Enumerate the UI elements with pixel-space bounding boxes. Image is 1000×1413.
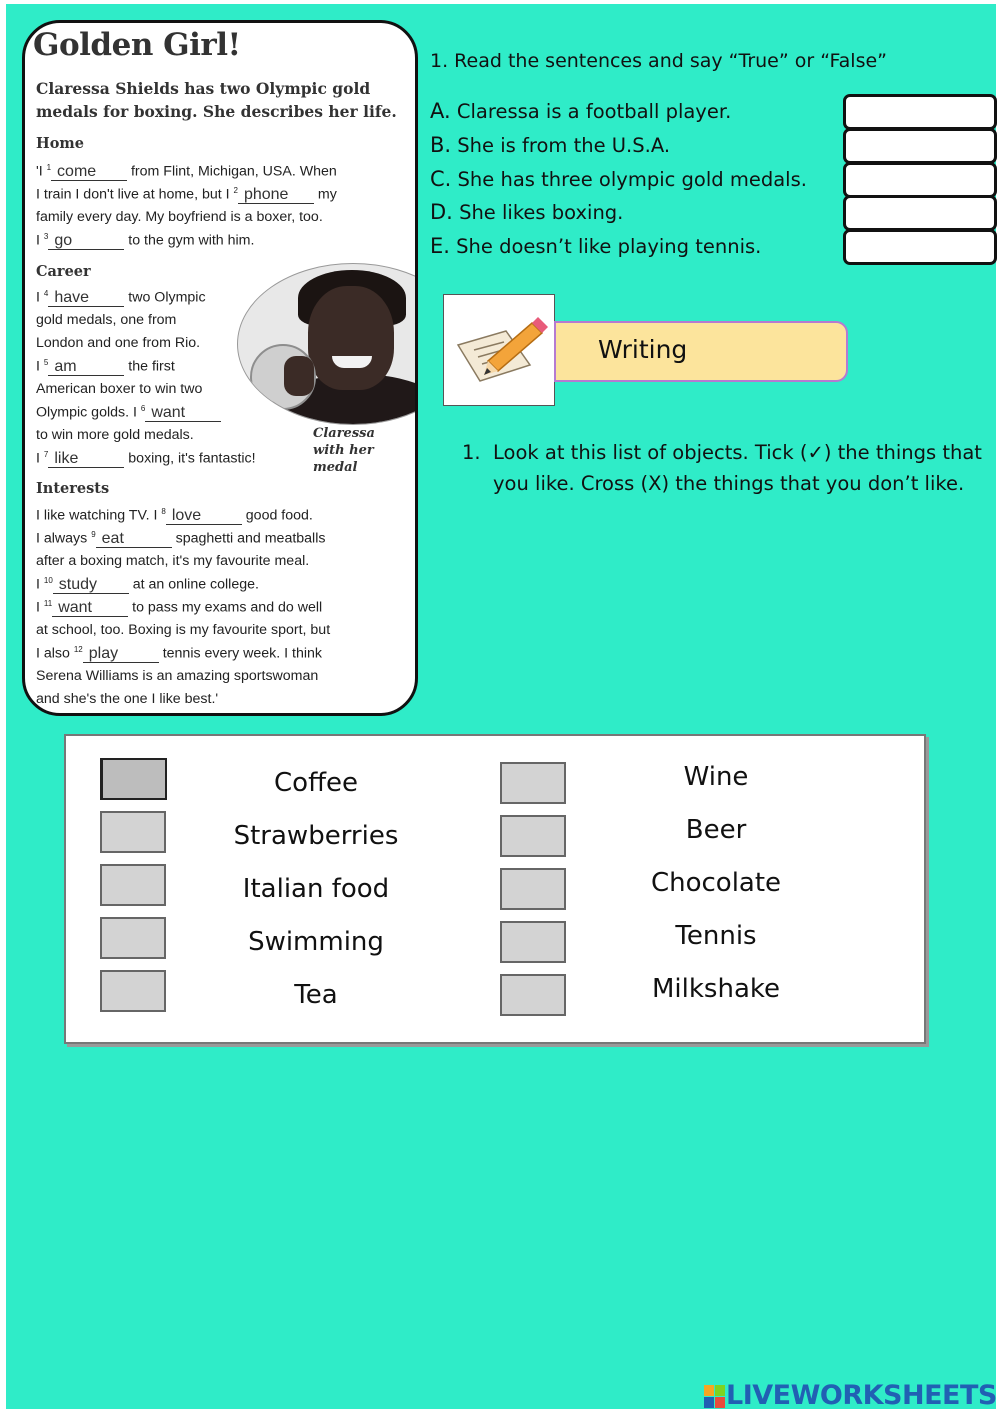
- gap-number: 4: [43, 289, 49, 298]
- line-text: gold medals, one from: [36, 312, 177, 328]
- line-text: to the gym with him.: [124, 232, 255, 249]
- checkbox-left[interactable]: [100, 864, 166, 906]
- answer-blank[interactable]: love: [166, 508, 242, 525]
- true-false-answer-box[interactable]: [843, 229, 997, 265]
- item-letter: E.: [430, 234, 450, 258]
- article-line: [36, 335, 200, 351]
- line-text: and she's the one I like best.': [36, 691, 219, 707]
- object-label: Coffee: [274, 768, 358, 798]
- article-line: [36, 599, 322, 617]
- line-text: I: [36, 232, 44, 249]
- object-label: Swimming: [248, 927, 384, 957]
- writing-banner-label: Writing: [598, 335, 688, 364]
- line-text: American boxer to win two: [36, 381, 203, 397]
- item-text: She is from the U.S.A.: [457, 134, 671, 157]
- object-label: Milkshake: [651, 974, 781, 1004]
- photo-caption: Claressa with her medal: [313, 426, 375, 475]
- home-heading: Home: [36, 135, 84, 152]
- answer-blank[interactable]: go: [48, 233, 124, 250]
- object-label: Chocolate: [650, 868, 782, 898]
- line-text: good food.: [241, 507, 313, 524]
- line-text: 'I: [36, 163, 47, 180]
- checkbox-left[interactable]: [100, 758, 167, 800]
- object-label: Tea: [294, 980, 338, 1010]
- object-label: Wine: [683, 762, 749, 792]
- line-text: I: [36, 599, 44, 616]
- gap-number: 8: [161, 507, 166, 516]
- line-text: London and one from Rio.: [36, 335, 201, 351]
- article-line: [36, 232, 254, 250]
- article-line: [36, 186, 337, 204]
- line-text: I always: [36, 530, 92, 547]
- true-false-item: [430, 234, 761, 258]
- article-line: [36, 645, 322, 663]
- writing-icon-box: [443, 294, 555, 406]
- writing-instruction: [462, 437, 992, 499]
- true-false-item: [430, 167, 807, 191]
- boxer-photo: [237, 263, 418, 425]
- line-text: from Flint, Michigan, USA. When: [127, 163, 337, 180]
- article-line: [36, 404, 221, 422]
- line-text: to pass my exams and do well: [128, 599, 323, 616]
- gap-number: 9: [91, 530, 96, 539]
- checkbox-right[interactable]: [500, 815, 566, 857]
- line-text: to win more gold medals.: [36, 427, 194, 443]
- writing-instruction-number: 1.: [462, 441, 481, 464]
- item-letter: B.: [430, 133, 452, 157]
- true-false-item: [430, 99, 731, 123]
- line-text: tennis every week. I think: [158, 645, 322, 662]
- line-text: I: [36, 450, 44, 467]
- answer-blank[interactable]: have: [48, 290, 124, 307]
- item-letter: D.: [430, 200, 453, 224]
- object-label: Beer: [685, 815, 747, 845]
- gap-number: 6: [140, 404, 146, 413]
- writing-pencil-icon: [444, 295, 554, 405]
- line-text: spaghetti and meatballs: [171, 530, 326, 547]
- line-text: at an online college.: [128, 576, 259, 593]
- article-line: [36, 691, 218, 707]
- object-label: Strawberries: [233, 821, 399, 851]
- line-text: I also: [36, 645, 74, 662]
- true-false-answer-box[interactable]: [843, 128, 997, 164]
- checkbox-left[interactable]: [100, 917, 166, 959]
- answer-blank[interactable]: want: [145, 405, 221, 422]
- object-label: Italian food: [242, 874, 390, 904]
- true-false-answer-box[interactable]: [843, 94, 997, 130]
- answer-blank[interactable]: want: [52, 600, 128, 617]
- article-line: [36, 427, 194, 443]
- gap-number: 7: [43, 450, 49, 459]
- item-text: She doesn’t like playing tennis.: [456, 235, 762, 258]
- true-false-instruction: 1. Read the sentences and say “True” or “False”: [430, 50, 888, 72]
- checkbox-right[interactable]: [500, 868, 566, 910]
- line-text: family every day. My boyfriend is a boxer, too.: [36, 209, 323, 225]
- answer-blank[interactable]: am: [48, 359, 124, 376]
- answer-blank[interactable]: phone: [238, 187, 314, 204]
- gap-number: 11: [43, 599, 53, 608]
- career-heading: Career: [36, 263, 91, 280]
- article-card: [22, 20, 418, 716]
- checkbox-right[interactable]: [500, 921, 566, 963]
- article-line: [36, 381, 202, 397]
- item-text: She has three olympic gold medals.: [457, 168, 807, 191]
- liveworksheets-logo: [704, 1380, 997, 1411]
- item-text: She likes boxing.: [459, 201, 624, 224]
- line-text: I train I don't live at home, but I: [36, 186, 234, 203]
- writing-instruction-text: Look at this list of objects. Tick (✓) the things that you like. Cross (X) the things that you don’t like.: [493, 441, 982, 495]
- line-text: I like watching TV. I: [36, 507, 162, 524]
- article-title: Golden Girl!: [33, 27, 241, 63]
- article-line: [36, 312, 176, 328]
- writing-banner: [554, 321, 848, 382]
- checkbox-right[interactable]: [500, 974, 566, 1016]
- line-text: I: [36, 289, 44, 306]
- interests-heading: Interests: [36, 480, 110, 497]
- line-text: at school, too. Boxing is my favourite sport, but: [36, 622, 331, 638]
- line-text: boxing, it's fantastic!: [124, 450, 256, 467]
- true-false-item: [430, 133, 670, 157]
- article-subtitle: Claressa Shields has two Olympic gold medals for boxing. She describes her life.: [36, 79, 397, 121]
- article-line: [36, 668, 318, 684]
- gap-number: 3: [43, 232, 49, 241]
- line-text: I: [36, 358, 44, 375]
- worksheet-page: [6, 4, 996, 1409]
- true-false-answer-box[interactable]: [843, 195, 997, 231]
- gap-number: 2: [233, 186, 238, 195]
- true-false-answer-box[interactable]: [843, 162, 997, 198]
- gap-number: 12: [73, 645, 83, 654]
- item-letter: A.: [430, 99, 451, 123]
- article-line: [36, 507, 313, 525]
- line-text: two Olympic: [124, 289, 206, 306]
- article-line: [36, 553, 309, 569]
- gap-number: 1: [46, 163, 52, 172]
- article-line: [36, 450, 256, 468]
- objects-list: [64, 734, 926, 1044]
- article-line: [36, 163, 337, 181]
- true-false-item: [430, 200, 623, 224]
- line-text: Olympic golds. I: [36, 404, 141, 421]
- gap-number: 5: [43, 358, 49, 367]
- checkbox-left[interactable]: [100, 970, 166, 1012]
- line-text: Serena Williams is an amazing sportswoman: [36, 668, 319, 684]
- article-line: [36, 576, 259, 594]
- checkbox-right[interactable]: [500, 762, 566, 804]
- answer-blank[interactable]: study: [53, 577, 129, 594]
- answer-blank[interactable]: eat: [96, 531, 172, 548]
- item-text: Claressa is a football player.: [456, 100, 732, 123]
- line-text: after a boxing match, it's my favourite meal.: [36, 553, 310, 569]
- checkbox-left[interactable]: [100, 811, 166, 853]
- item-letter: C.: [430, 167, 452, 191]
- liveworksheets-logo-text: LIVEWORKSHEETS: [726, 1380, 997, 1411]
- answer-blank[interactable]: play: [83, 646, 159, 663]
- gap-number: 10: [43, 576, 53, 585]
- article-line: [36, 289, 206, 307]
- article-line: [36, 358, 175, 376]
- line-text: the first: [124, 358, 175, 375]
- line-text: my: [313, 186, 337, 203]
- answer-blank[interactable]: come: [51, 164, 127, 181]
- answer-blank[interactable]: like: [48, 451, 124, 468]
- object-label: Tennis: [675, 921, 757, 951]
- article-line: [36, 530, 325, 548]
- line-text: I: [36, 576, 44, 593]
- article-line: [36, 622, 330, 638]
- article-line: [36, 209, 323, 225]
- liveworksheets-logo-icon: [704, 1383, 726, 1409]
